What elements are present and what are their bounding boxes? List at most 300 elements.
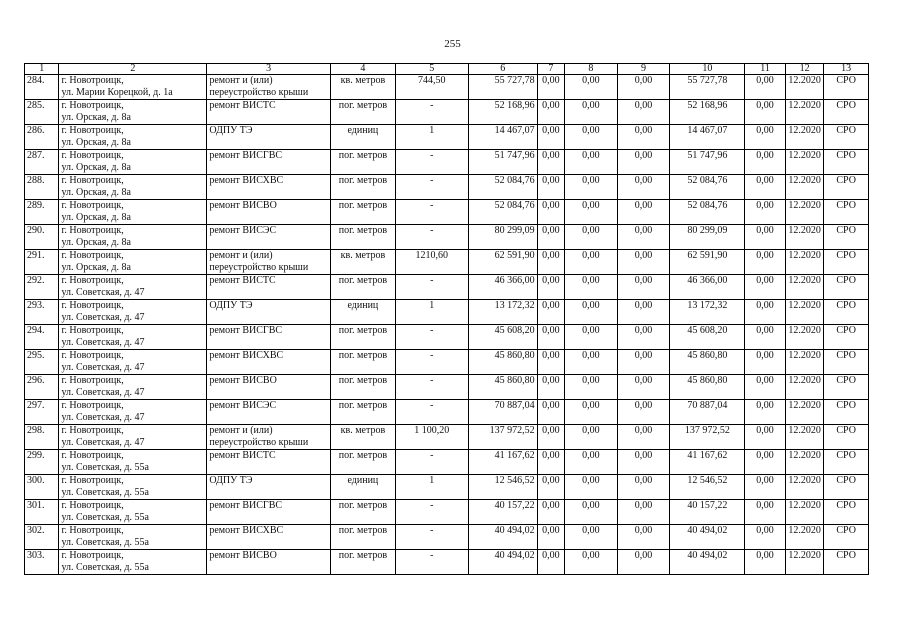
address-cell xyxy=(59,250,207,275)
fund-text: 0,00 xyxy=(582,350,600,361)
fund-cell xyxy=(537,300,564,325)
total-cost-cell xyxy=(468,300,537,325)
method-text: СРО xyxy=(836,375,856,386)
total-cost-text: 137 972,52 xyxy=(489,425,535,436)
fund-text: 0,00 xyxy=(542,200,560,211)
fund-text: 0,00 xyxy=(582,225,600,236)
method-cell xyxy=(824,525,869,550)
fund-cell xyxy=(537,425,564,450)
fund-text: 0,00 xyxy=(582,100,600,111)
method-text: СРО xyxy=(836,200,856,211)
fund-text: 0,00 xyxy=(582,325,600,336)
owners-funds-cell xyxy=(670,100,745,125)
total-cost-cell xyxy=(468,475,537,500)
fund-text: 0,00 xyxy=(582,375,600,386)
unit-cell xyxy=(330,375,395,400)
method-text: СРО xyxy=(836,150,856,161)
work-type-text: ремонт ВИСВО xyxy=(209,375,277,386)
unit-cell xyxy=(330,525,395,550)
fund-cell xyxy=(537,400,564,425)
table-row xyxy=(25,250,869,275)
fund-cell xyxy=(745,200,786,225)
quantity-cell xyxy=(395,275,468,300)
deadline-text: 12.2020 xyxy=(788,550,821,561)
address-text: ул. Советская, д. 47 xyxy=(61,337,145,348)
total-cost-text: 40 494,02 xyxy=(494,550,535,561)
owners-funds-text: 14 467,07 xyxy=(687,125,728,136)
address-text: г. Новотроицк, xyxy=(61,125,124,136)
table-row xyxy=(25,375,869,400)
fund-cell xyxy=(564,400,617,425)
row-number-cell xyxy=(25,500,59,525)
work-type-cell xyxy=(207,275,331,300)
table-row xyxy=(25,475,869,500)
fund-text: 0,00 xyxy=(542,275,560,286)
owners-funds-cell xyxy=(670,525,745,550)
deadline-text: 12.2020 xyxy=(788,500,821,511)
work-type-cell xyxy=(207,175,331,200)
fund-cell xyxy=(745,450,786,475)
deadline-cell xyxy=(785,125,824,150)
fund-text: 0,00 xyxy=(582,275,600,286)
work-type-text: ремонт ВИСГВС xyxy=(209,150,283,161)
method-cell xyxy=(824,400,869,425)
owners-funds-cell xyxy=(670,550,745,575)
address-text: ул. Орская, д. 8а xyxy=(61,112,131,123)
fund-text: 0,00 xyxy=(542,100,560,111)
total-cost-cell xyxy=(468,425,537,450)
owners-funds-cell xyxy=(670,125,745,150)
row-number-text: 302. xyxy=(27,525,45,536)
work-type-cell xyxy=(207,550,331,575)
fund-cell xyxy=(564,350,617,375)
row-number-cell xyxy=(25,200,59,225)
owners-funds-text: 45 608,20 xyxy=(687,325,728,336)
fund-text: 0,00 xyxy=(634,150,653,161)
deadline-text: 12.2020 xyxy=(788,350,821,361)
fund-text: 0,00 xyxy=(634,250,653,261)
total-cost-text: 51 747,96 xyxy=(494,150,535,161)
quantity-cell xyxy=(395,200,468,225)
fund-cell xyxy=(745,150,786,175)
quantity-cell xyxy=(395,325,468,350)
owners-funds-text: 40 494,02 xyxy=(687,525,728,536)
deadline-text: 12.2020 xyxy=(788,525,821,536)
total-cost-cell xyxy=(468,450,537,475)
fund-cell xyxy=(745,400,786,425)
fund-cell xyxy=(537,250,564,275)
table-row xyxy=(25,175,869,200)
address-text: ул. Марии Корецкой, д. 1а xyxy=(61,87,173,98)
fund-cell xyxy=(537,450,564,475)
fund-text: 0,00 xyxy=(756,275,774,286)
owners-funds-text: 70 887,04 xyxy=(687,400,728,411)
fund-cell xyxy=(617,475,670,500)
deadline-cell xyxy=(785,475,824,500)
table-row xyxy=(25,275,869,300)
table-row xyxy=(25,325,869,350)
fund-text: 0,00 xyxy=(582,550,600,561)
work-type-text: ремонт ВИСТС xyxy=(209,275,276,286)
total-cost-text: 70 887,04 xyxy=(494,400,535,411)
total-cost-cell xyxy=(468,550,537,575)
fund-text: 0,00 xyxy=(542,325,560,336)
fund-text: 0,00 xyxy=(634,275,653,286)
address-text: ул. Орская, д. 8а xyxy=(61,187,131,198)
deadline-text: 12.2020 xyxy=(788,375,821,386)
owners-funds-text: 12 546,52 xyxy=(687,475,728,486)
fund-text: 0,00 xyxy=(582,75,600,86)
method-text: СРО xyxy=(836,550,856,561)
deadline-cell xyxy=(785,375,824,400)
work-type-text: переустройство крыши xyxy=(209,262,309,273)
deadline-cell xyxy=(785,250,824,275)
fund-cell xyxy=(564,325,617,350)
quantity-text: - xyxy=(430,200,434,211)
work-type-text: ремонт ВИСТС xyxy=(209,100,276,111)
total-cost-text: 55 727,78 xyxy=(494,75,535,86)
fund-cell xyxy=(564,475,617,500)
address-text: ул. Советская, д. 47 xyxy=(61,312,145,323)
fund-text: 0,00 xyxy=(582,425,600,436)
fund-text: 0,00 xyxy=(542,500,560,511)
total-cost-text: 52 168,96 xyxy=(494,100,535,111)
total-cost-cell xyxy=(468,200,537,225)
method-cell xyxy=(824,450,869,475)
row-number-cell xyxy=(25,425,59,450)
fund-cell xyxy=(537,525,564,550)
deadline-text: 12.2020 xyxy=(788,125,821,136)
fund-text: 0,00 xyxy=(756,400,774,411)
total-cost-text: 46 366,00 xyxy=(494,275,535,286)
fund-cell xyxy=(564,275,617,300)
unit-cell xyxy=(330,250,395,275)
deadline-text: 12.2020 xyxy=(788,250,821,261)
column-header: 4 xyxy=(330,64,395,75)
fund-text: 0,00 xyxy=(542,400,560,411)
owners-funds-text: 40 494,02 xyxy=(687,550,728,561)
column-header: 7 xyxy=(537,64,564,75)
address-text: г. Новотроицк, xyxy=(61,475,124,486)
unit-cell xyxy=(330,325,395,350)
work-type-text: ремонт ВИСХВС xyxy=(209,525,284,536)
quantity-text: 1 xyxy=(429,300,435,311)
work-type-text: переустройство крыши xyxy=(209,87,309,98)
deadline-text: 12.2020 xyxy=(788,150,821,161)
address-cell xyxy=(59,300,207,325)
unit-text: пог. метров xyxy=(338,200,388,211)
fund-text: 0,00 xyxy=(634,125,653,136)
deadline-cell xyxy=(785,200,824,225)
address-cell xyxy=(59,550,207,575)
fund-cell xyxy=(745,350,786,375)
total-cost-text: 52 084,76 xyxy=(494,175,535,186)
owners-funds-cell xyxy=(670,450,745,475)
fund-cell xyxy=(564,150,617,175)
row-number-cell xyxy=(25,300,59,325)
total-cost-text: 40 157,22 xyxy=(494,500,535,511)
address-text: ул. Орская, д. 8а xyxy=(61,162,131,173)
address-text: ул. Советская, д. 47 xyxy=(61,362,145,373)
deadline-cell xyxy=(785,450,824,475)
method-text: СРО xyxy=(836,325,856,336)
total-cost-cell xyxy=(468,525,537,550)
method-text: СРО xyxy=(836,425,856,436)
deadline-cell xyxy=(785,275,824,300)
unit-cell xyxy=(330,425,395,450)
owners-funds-cell xyxy=(670,250,745,275)
total-cost-text: 13 172,32 xyxy=(494,300,535,311)
work-type-text: ОДПУ ТЭ xyxy=(209,300,253,311)
owners-funds-text: 52 168,96 xyxy=(687,100,728,111)
owners-funds-text: 41 167,62 xyxy=(687,450,728,461)
fund-text: 0,00 xyxy=(582,500,600,511)
fund-text: 0,00 xyxy=(582,175,600,186)
owners-funds-text: 62 591,90 xyxy=(687,250,728,261)
fund-cell xyxy=(745,525,786,550)
fund-cell xyxy=(745,250,786,275)
address-text: г. Новотроицк, xyxy=(61,175,124,186)
work-type-cell xyxy=(207,500,331,525)
deadline-text: 12.2020 xyxy=(788,400,821,411)
fund-text: 0,00 xyxy=(582,200,600,211)
quantity-cell xyxy=(395,400,468,425)
owners-funds-text: 45 860,80 xyxy=(687,350,728,361)
fund-text: 0,00 xyxy=(634,100,653,111)
deadline-cell xyxy=(785,175,824,200)
fund-text: 0,00 xyxy=(634,300,653,311)
row-number-text: 303. xyxy=(27,550,45,561)
row-number-text: 296. xyxy=(27,375,45,386)
deadline-text: 12.2020 xyxy=(788,450,821,461)
quantity-cell xyxy=(395,100,468,125)
method-text: СРО xyxy=(836,125,856,136)
row-number-text: 292. xyxy=(27,275,45,286)
work-type-text: ремонт ВИСХВС xyxy=(209,175,284,186)
fund-text: 0,00 xyxy=(756,350,774,361)
fund-cell xyxy=(617,200,670,225)
fund-text: 0,00 xyxy=(756,225,774,236)
fund-text: 0,00 xyxy=(634,325,653,336)
quantity-text: - xyxy=(430,550,434,561)
column-header: 5 xyxy=(395,64,468,75)
work-type-text: ремонт ВИСХВС xyxy=(209,350,284,361)
address-text: г. Новотроицк, xyxy=(61,150,124,161)
fund-cell xyxy=(617,525,670,550)
fund-cell xyxy=(564,500,617,525)
method-text: СРО xyxy=(836,75,856,86)
fund-text: 0,00 xyxy=(756,175,774,186)
owners-funds-cell xyxy=(670,225,745,250)
fund-text: 0,00 xyxy=(634,200,653,211)
table-row xyxy=(25,200,869,225)
work-type-cell xyxy=(207,250,331,275)
unit-cell xyxy=(330,125,395,150)
column-header: 6 xyxy=(468,64,537,75)
address-text: г. Новотроицк, xyxy=(61,200,124,211)
address-text: г. Новотроицк, xyxy=(61,300,124,311)
fund-text: 0,00 xyxy=(634,225,653,236)
fund-text: 0,00 xyxy=(542,150,560,161)
table-row xyxy=(25,125,869,150)
row-number-cell xyxy=(25,175,59,200)
fund-text: 0,00 xyxy=(582,250,600,261)
fund-text: 0,00 xyxy=(634,475,653,486)
quantity-text: 1210,60 xyxy=(415,250,449,261)
row-number-cell xyxy=(25,325,59,350)
fund-cell xyxy=(564,75,617,100)
quantity-cell xyxy=(395,225,468,250)
fund-cell xyxy=(745,375,786,400)
fund-cell xyxy=(617,125,670,150)
quantity-cell xyxy=(395,175,468,200)
quantity-cell xyxy=(395,550,468,575)
quantity-cell xyxy=(395,425,468,450)
fund-text: 0,00 xyxy=(582,450,600,461)
work-type-cell xyxy=(207,225,331,250)
total-cost-text: 14 467,07 xyxy=(494,125,535,136)
unit-cell xyxy=(330,100,395,125)
owners-funds-cell xyxy=(670,475,745,500)
address-text: г. Новотроицк, xyxy=(61,75,124,86)
table-row xyxy=(25,100,869,125)
column-header: 12 xyxy=(785,64,824,75)
owners-funds-text: 40 157,22 xyxy=(687,500,728,511)
address-text: ул. Советская, д. 47 xyxy=(61,412,145,423)
total-cost-cell xyxy=(468,100,537,125)
table-row xyxy=(25,500,869,525)
method-cell xyxy=(824,350,869,375)
unit-text: кв. метров xyxy=(340,75,386,86)
owners-funds-cell xyxy=(670,75,745,100)
fund-text: 0,00 xyxy=(756,150,774,161)
fund-cell xyxy=(564,125,617,150)
column-header: 3 xyxy=(207,64,331,75)
unit-text: единиц xyxy=(347,475,379,486)
fund-text: 0,00 xyxy=(756,250,774,261)
address-cell xyxy=(59,325,207,350)
fund-cell xyxy=(564,250,617,275)
address-text: г. Новотроицк, xyxy=(61,350,124,361)
address-cell xyxy=(59,375,207,400)
fund-cell xyxy=(537,100,564,125)
address-text: г. Новотроицк, xyxy=(61,275,124,286)
work-type-cell xyxy=(207,75,331,100)
unit-cell xyxy=(330,400,395,425)
fund-text: 0,00 xyxy=(756,200,774,211)
fund-cell xyxy=(745,325,786,350)
fund-cell xyxy=(745,275,786,300)
owners-funds-text: 52 084,76 xyxy=(687,175,728,186)
work-type-cell xyxy=(207,375,331,400)
fund-cell xyxy=(617,275,670,300)
work-type-text: ремонт ВИСТС xyxy=(209,450,276,461)
method-cell xyxy=(824,375,869,400)
deadline-text: 12.2020 xyxy=(788,425,821,436)
work-type-cell xyxy=(207,300,331,325)
quantity-cell xyxy=(395,125,468,150)
owners-funds-cell xyxy=(670,150,745,175)
owners-funds-text: 80 299,09 xyxy=(687,225,728,236)
table-row xyxy=(25,300,869,325)
total-cost-cell xyxy=(468,225,537,250)
address-text: г. Новотроицк, xyxy=(61,400,124,411)
quantity-text: - xyxy=(430,400,434,411)
address-text: ул. Орская, д. 8а xyxy=(61,262,131,273)
fund-text: 0,00 xyxy=(756,325,774,336)
owners-funds-text: 45 860,80 xyxy=(687,375,728,386)
table-row xyxy=(25,400,869,425)
address-text: ул. Советская, д. 47 xyxy=(61,287,145,298)
fund-cell xyxy=(745,500,786,525)
deadline-cell xyxy=(785,325,824,350)
fund-text: 0,00 xyxy=(634,525,653,536)
fund-text: 0,00 xyxy=(756,425,774,436)
work-type-text: ремонт ВИСВО xyxy=(209,550,277,561)
method-cell xyxy=(824,175,869,200)
method-text: СРО xyxy=(836,450,856,461)
fund-text: 0,00 xyxy=(634,500,653,511)
unit-text: единиц xyxy=(347,125,379,136)
address-text: ул. Советская, д. 55а xyxy=(61,487,149,498)
row-number-cell xyxy=(25,450,59,475)
fund-cell xyxy=(564,375,617,400)
fund-text: 0,00 xyxy=(756,75,774,86)
method-cell xyxy=(824,125,869,150)
total-cost-cell xyxy=(468,500,537,525)
fund-text: 0,00 xyxy=(542,300,560,311)
unit-cell xyxy=(330,350,395,375)
row-number-cell xyxy=(25,525,59,550)
unit-text: пог. метров xyxy=(338,500,388,511)
fund-cell xyxy=(537,275,564,300)
fund-text: 0,00 xyxy=(756,450,774,461)
address-cell xyxy=(59,350,207,375)
deadline-text: 12.2020 xyxy=(788,75,821,86)
owners-funds-text: 52 084,76 xyxy=(687,200,728,211)
address-cell xyxy=(59,475,207,500)
total-cost-cell xyxy=(468,75,537,100)
quantity-text: - xyxy=(430,450,434,461)
address-text: ул. Орская, д. 8а xyxy=(61,237,131,248)
address-cell xyxy=(59,500,207,525)
total-cost-cell xyxy=(468,275,537,300)
unit-text: пог. метров xyxy=(338,325,388,336)
row-number-text: 297. xyxy=(27,400,45,411)
fund-cell xyxy=(617,150,670,175)
unit-cell xyxy=(330,275,395,300)
deadline-cell xyxy=(785,425,824,450)
owners-funds-text: 51 747,96 xyxy=(687,150,728,161)
fund-text: 0,00 xyxy=(582,300,600,311)
deadline-cell xyxy=(785,300,824,325)
fund-cell xyxy=(564,200,617,225)
fund-text: 0,00 xyxy=(542,250,560,261)
address-cell xyxy=(59,125,207,150)
deadline-cell xyxy=(785,550,824,575)
fund-text: 0,00 xyxy=(756,500,774,511)
row-number-cell xyxy=(25,225,59,250)
unit-text: кв. метров xyxy=(340,425,386,436)
column-header: 11 xyxy=(745,64,786,75)
owners-funds-text: 55 727,78 xyxy=(687,75,728,86)
fund-text: 0,00 xyxy=(542,550,560,561)
method-cell xyxy=(824,100,869,125)
row-number-cell xyxy=(25,100,59,125)
fund-text: 0,00 xyxy=(582,525,600,536)
owners-funds-cell xyxy=(670,500,745,525)
row-number-cell xyxy=(25,550,59,575)
